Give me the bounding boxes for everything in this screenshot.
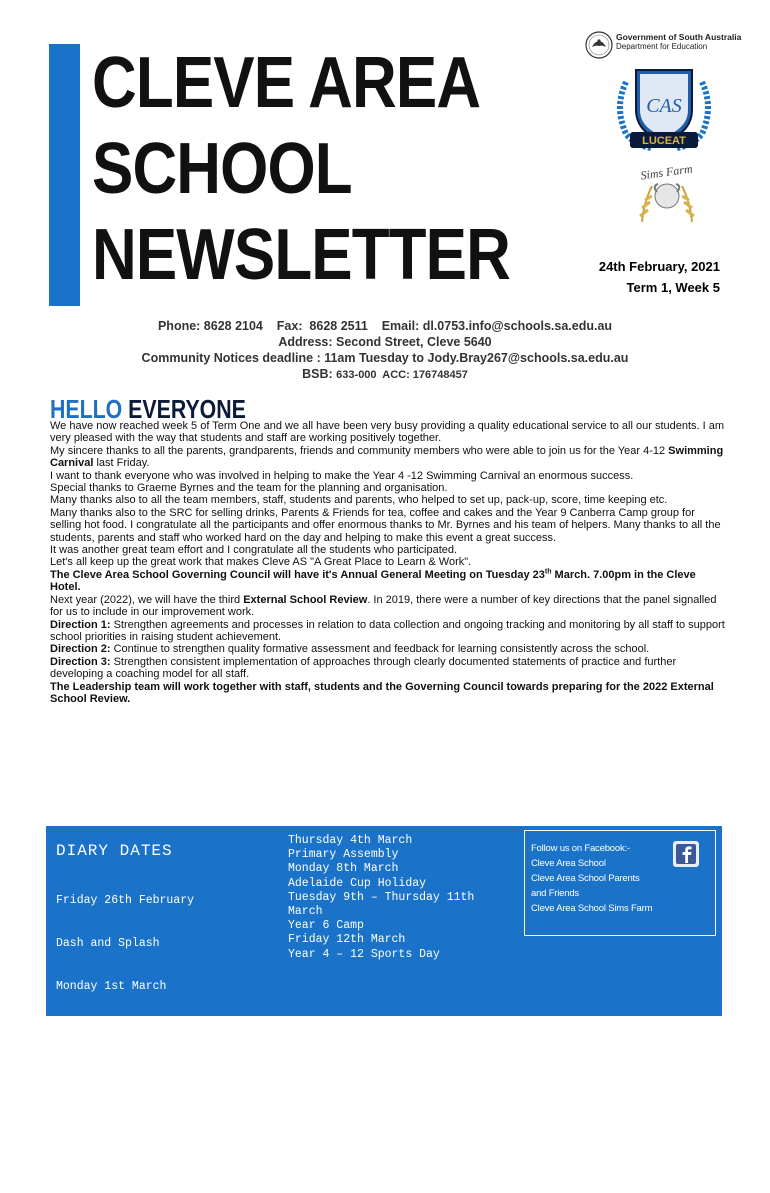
closing-text: The Leadership team will work together with staff, students and the Governing Council towards preparing for the 2022 External School Review. <box>50 680 714 705</box>
p2-tail: last Friday. <box>93 457 150 470</box>
facebook-page-link-cont[interactable]: and Friends <box>531 888 579 899</box>
p2-bold: Swimming Carnival <box>50 444 724 470</box>
direction-2-text: Continue to strengthen quality formative assessment and feedback for learning consistently across the school. <box>110 643 650 656</box>
contact-bsb-line <box>0 366 770 383</box>
review-paragraph <box>50 594 726 619</box>
paragraph-1: We have now reached week 5 of Term One and we all have been very busy providing a quality educational service to all our students. I am very pleased with the way that students and staff are working positively together. <box>50 420 725 445</box>
paragraph-5: Many thanks also to all the team members, staff, students and parents, who helped to set up, pack-up, score, time keeping etc. <box>50 494 668 507</box>
diary-entry: Tuesday 2nd –Thursday 4th <box>56 1064 229 1078</box>
diary-entry: Tuesday 9th – Thursday 11th March <box>288 890 475 919</box>
diary-entry: Friday 26th February <box>56 894 195 908</box>
direction-3-label: Direction 3: <box>50 655 111 668</box>
paragraph-6: Many thanks also to the SRC for selling drinks, Parents & Friends for tea, coffee and cakes and the Year 9 Canberra Camp group for selling hot food. I congratulate all the participants and offer enormous thanks to Mr. Byrnes and his team of helpers. Many thanks to all the students, parents and staff who worked hard on the day and helping to make this event a great success. <box>50 506 721 544</box>
title-line-3: NEWSLETTER <box>92 215 510 295</box>
facebook-page-link[interactable]: Cleve Area School Parents <box>531 873 640 884</box>
facebook-icon <box>673 841 699 867</box>
diary-entry: Primary Assembly <box>288 848 399 862</box>
diary-entry: Monday 8th March <box>288 862 399 876</box>
issue-date: 24th February, 2021 <box>598 259 720 274</box>
diary-entry: Youth SRC Leaders Adelaide <box>56 1022 236 1036</box>
issue-term: Term 1, Week 5 <box>626 280 720 295</box>
facebook-page-link[interactable]: Cleve Area School <box>531 858 606 869</box>
ram-head-icon <box>655 184 679 208</box>
masthead-accent-bar <box>49 44 80 306</box>
gov-line-1: Government of South Australia <box>616 32 742 42</box>
crest-letters: CAS <box>646 95 682 117</box>
agm-text: The Cleve Area School Governing Council will have it's Annual General Meeting on Tuesday 23 <box>50 568 545 581</box>
bsb-label: BSB: <box>302 367 333 381</box>
title-line-2: SCHOOL <box>92 129 352 209</box>
p2-text: My sincere thanks to all the parents, grandparents, friends and community members who were able to join us for the Year 4-12 <box>50 444 669 457</box>
diary-entry: Monday 1st March <box>56 979 167 993</box>
diary-entry: Thursday 4th March <box>288 834 413 847</box>
diary-entry: Sports Day Trials/Practices <box>56 1150 243 1164</box>
heading-word-everyone: EVERYONE <box>128 394 246 424</box>
agm-tail: March. 7.00pm in the Cleve Hotel. <box>50 568 696 594</box>
facebook-heading: Follow us on Facebook:- <box>531 843 630 854</box>
crest-motto: LUCEAT <box>642 135 686 147</box>
paragraph-2 <box>50 445 726 470</box>
contact-notices-line: Community Notices deadline : 11am Tuesday to Jody.Bray267@schools.sa.edu.au <box>141 351 629 365</box>
heading-word-hello: HELLO <box>50 394 123 424</box>
facebook-text <box>531 841 652 916</box>
diary-entry: Adelaide Cup Holiday <box>288 876 427 890</box>
title-line-1: CLEVE AREA <box>92 43 481 123</box>
piping-shrike-icon <box>584 30 614 60</box>
gov-line-2: Department for Education <box>616 42 708 51</box>
direction-2-label: Direction 2: <box>50 643 111 656</box>
facebook-page-link[interactable]: Cleve Area School Sims Farm <box>531 903 653 914</box>
diary-column-1 <box>56 866 242 1193</box>
diary-column-2 <box>288 834 498 962</box>
direction-1 <box>50 619 726 644</box>
sims-farm-text: Sims Farm <box>639 161 694 183</box>
article-body <box>50 420 726 705</box>
contact-block <box>0 318 770 383</box>
diary-entry: Dash and Splash <box>56 937 160 951</box>
direction-1-label: Direction 1: <box>50 618 111 631</box>
diary-entry: March <box>56 1107 91 1121</box>
paragraph-4: Special thanks to Graeme Byrnes and the team for the planning and organisation. <box>50 482 448 495</box>
school-crest <box>604 62 724 156</box>
sims-farm-logo <box>612 156 722 228</box>
direction-3-text: Strengthen consistent implementation of approaches through clearly documented statements of practice and further developing a coaching model for all staff. <box>50 655 677 681</box>
paragraph-7: It was another great team effort and I congratulate all the students who participated. <box>50 544 458 557</box>
diary-entry: Friday 12th March <box>288 933 406 947</box>
review-tail: . In 2019, there were a number of key directions that the panel signalled for us to include in our improvement work. <box>50 593 717 619</box>
government-logo-text <box>616 32 741 52</box>
direction-2 <box>50 643 726 655</box>
agm-notice <box>50 569 726 594</box>
newsletter-title <box>92 40 510 298</box>
diary-entry: Year 6 Camp <box>288 919 364 933</box>
diary-title: DIARY DATES <box>56 842 173 860</box>
issue-date-block <box>540 256 720 298</box>
facebook-box <box>524 830 716 936</box>
paragraph-8: Let's all keep up the great work that makes Cleve AS "A Great Place to Learn & Work". <box>50 556 472 569</box>
contact-address-line: Address: Second Street, Cleve 5640 <box>278 335 492 349</box>
closing-statement <box>50 681 726 706</box>
direction-1-text: Strengthen agreements and processes in relation to data collection and ongoing tracking and monitoring by all staff to support school priorities in raising student achievement. <box>50 618 725 643</box>
bsb-value: 633-000 ACC: 176748457 <box>336 369 468 381</box>
paragraph-3: I want to thank everyone who was involved in helping to make the Year 4 -12 Swimming Carnival an enormous success. <box>50 469 634 482</box>
diary-dates-panel <box>46 826 722 1164</box>
direction-3 <box>50 656 726 681</box>
contact-phone-line: Phone: 8628 2104 Fax: 8628 2511 Email: dl.0753.info@schools.sa.edu.au <box>157 319 613 333</box>
review-bold: External School Review <box>243 593 368 606</box>
agm-sup: th <box>544 568 552 576</box>
diary-entry: Year 4 – 12 Sports Day <box>288 947 440 961</box>
review-text: Next year (2022), we will have the third <box>50 593 244 606</box>
government-logo <box>584 30 742 60</box>
